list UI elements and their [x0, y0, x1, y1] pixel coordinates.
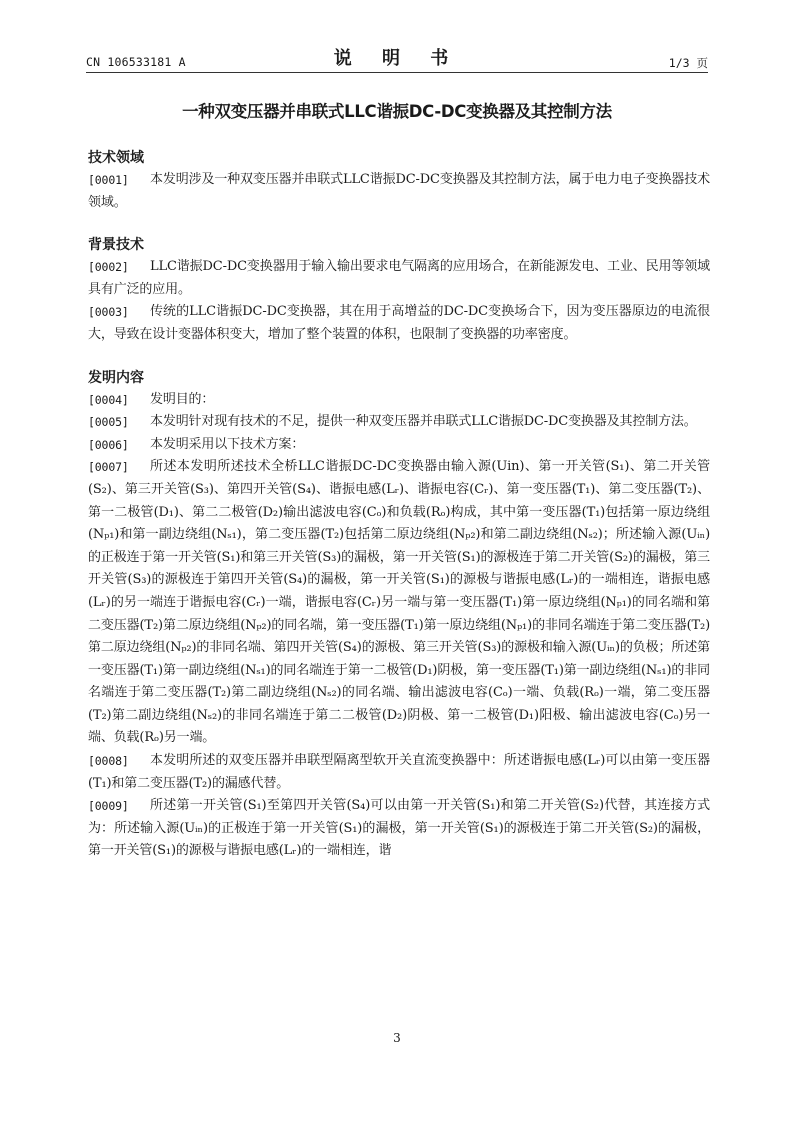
paragraph [88, 750, 710, 795]
document-type-label: 说 明 书 [333, 48, 461, 69]
section-heading-background: 背景技术 [88, 237, 144, 254]
paragraph-text: 所述本发明所述技术全桥LLC谐振DC-DC变换器由输入源(Uin)、第一开关管(S₁)、第二开关管(S₂)、第三开关管(S₃)、第四开关管(S₄)、谐振电感(Lᵣ)、谐振电容(Cᵣ)、第一变压器(T₁)、第二变压器(T₂)、第一二极管(D₁)、第二二极管(D₂)输出滤波电容(Cₒ)和负载(Rₒ)构成，其中第一变压器(T₁)包括第一原边绕组(Nₚ₁)和第一副边绕组(Nₛ₁)，第二变压器(T₂)包括第二原边绕组(Nₚ₂)和第二副边绕组(Nₛ₂)；所述输入源(Uᵢₙ)的正极连于第一开关管(S₁)和第三开关管(S₃)的漏极，第一开关管(S₁)的源极连于第二开关管(S₂)的漏极，第三开关管(S₃)的源极连于第四开关管(S₄)的漏极，第一开关管(S₁)的源极与谐振电感(Lᵣ)的一端相连，谐振电感(Lᵣ)的另一端连于谐振电容(Cᵣ)一端，谐振电容(Cᵣ)另一端与第一变压器(T₁)第一原边绕组(Nₚ₁)的同名端和第二变压器(T₂)第二原边绕组(Nₚ₂)的同名端，第一变压器(T₁)第一原边绕组(Nₚ₁)的非同名端连于第二变压器(T₂)第二原边绕组(Nₚ₂)的非同名端、第四开关管(S₄)的源极、第三开关管(S₃)的源极和输入源(Uᵢₙ)的负极；所述第一变压器(T₁)第一副边绕组(Nₛ₁)的同名端连于第一二极管(D₁)阴极，第一变压器(T₁)第一副边绕组(Nₛ₁)的非同名端连于第二变压器(T₂)第二副边绕组(Nₛ₂)的同名端、输出滤波电容(Cₒ)一端、负载(Rₒ)一端，第二变压器(T₂)第二副边绕组(Nₛ₂)的非同名端连于第二二极管(D₂)阴极、第一二极管(D₁)阳极、输出滤波电容(Cₒ)另一端、负载(Rₒ)另一端。 [88, 459, 710, 746]
paragraph-number: [0001] [88, 173, 129, 187]
paragraph-text: LLC谐振DC-DC变换器用于输入输出要求电气隔离的应用场合，在新能源发电、工业、民用等领域具有广泛的应用。 [88, 259, 710, 297]
paragraph-number: [0003] [88, 305, 129, 320]
paragraph-text: 本发明涉及一种双变压器并串联式LLC谐振DC-DC变换器及其控制方法，属于电力电子变换器技术领域。 [88, 172, 710, 210]
section-heading-summary: 发明内容 [88, 369, 144, 386]
document-body [88, 147, 710, 863]
paragraph [88, 256, 710, 301]
paragraph-number: [0007] [88, 460, 129, 475]
paragraph [88, 434, 710, 457]
page-info: 1/3 页 [668, 56, 708, 70]
section-heading-technical-field: 技术领域 [88, 150, 144, 166]
paragraph [88, 456, 710, 750]
paragraph-text: 本发明针对现有技术的不足，提供一种双变压器并串联式LLC谐振DC-DC变换器及其控制方法。 [150, 414, 697, 430]
paragraph-number: [0009] [88, 799, 129, 814]
header-divider [86, 72, 708, 73]
page-number: 3 [393, 1031, 401, 1045]
paragraph-number: [0005] [88, 415, 129, 430]
paragraph-number: [0008] [88, 754, 129, 769]
paragraph-number: [0002] [88, 260, 129, 275]
paragraph [88, 389, 710, 412]
publication-number: CN 106533181 A [86, 55, 186, 69]
paragraph-text: 发明目的： [150, 391, 215, 407]
paragraph [88, 169, 710, 214]
paragraph [88, 411, 710, 434]
paragraph-text: 所述第一开关管(S₁)至第四开关管(S₄)可以由第一开关管(S₁)和第二开关管(S₂)代替，其连接方式为：所述输入源(Uᵢₙ)的正极连于第一开关管(S₁)的漏极，第一开关管(S₁)的源极连于第二开关管(S₂)的漏极，第一开关管(S₁)的源极与谐振电感(Lᵣ)的一端相连，谐 [88, 798, 710, 859]
paragraph-number: [0006] [88, 437, 129, 452]
paragraph-text: 本发明采用以下技术方案： [150, 436, 305, 452]
paragraph-text: 传统的LLC谐振DC-DC变换器，其在用于高增益的DC-DC变换场合下，因为变压器原边的电流很大，导致在设计变器体积变大，增加了整个装置的体积，也限制了变换器的功率密度。 [88, 304, 710, 342]
document-title: 一种双变压器并串联式LLC谐振DC-DC变换器及其控制方法 [182, 102, 612, 121]
paragraph [88, 301, 710, 346]
paragraph-number: [0004] [88, 392, 129, 407]
paragraph [88, 795, 710, 863]
paragraph-text: 本发明所述的双变压器并串联型隔离型软开关直流变换器中：所述谐振电感(Lᵣ)可以由第一变压器(T₁)和第二变压器(T₂)的漏感代替。 [88, 753, 710, 791]
